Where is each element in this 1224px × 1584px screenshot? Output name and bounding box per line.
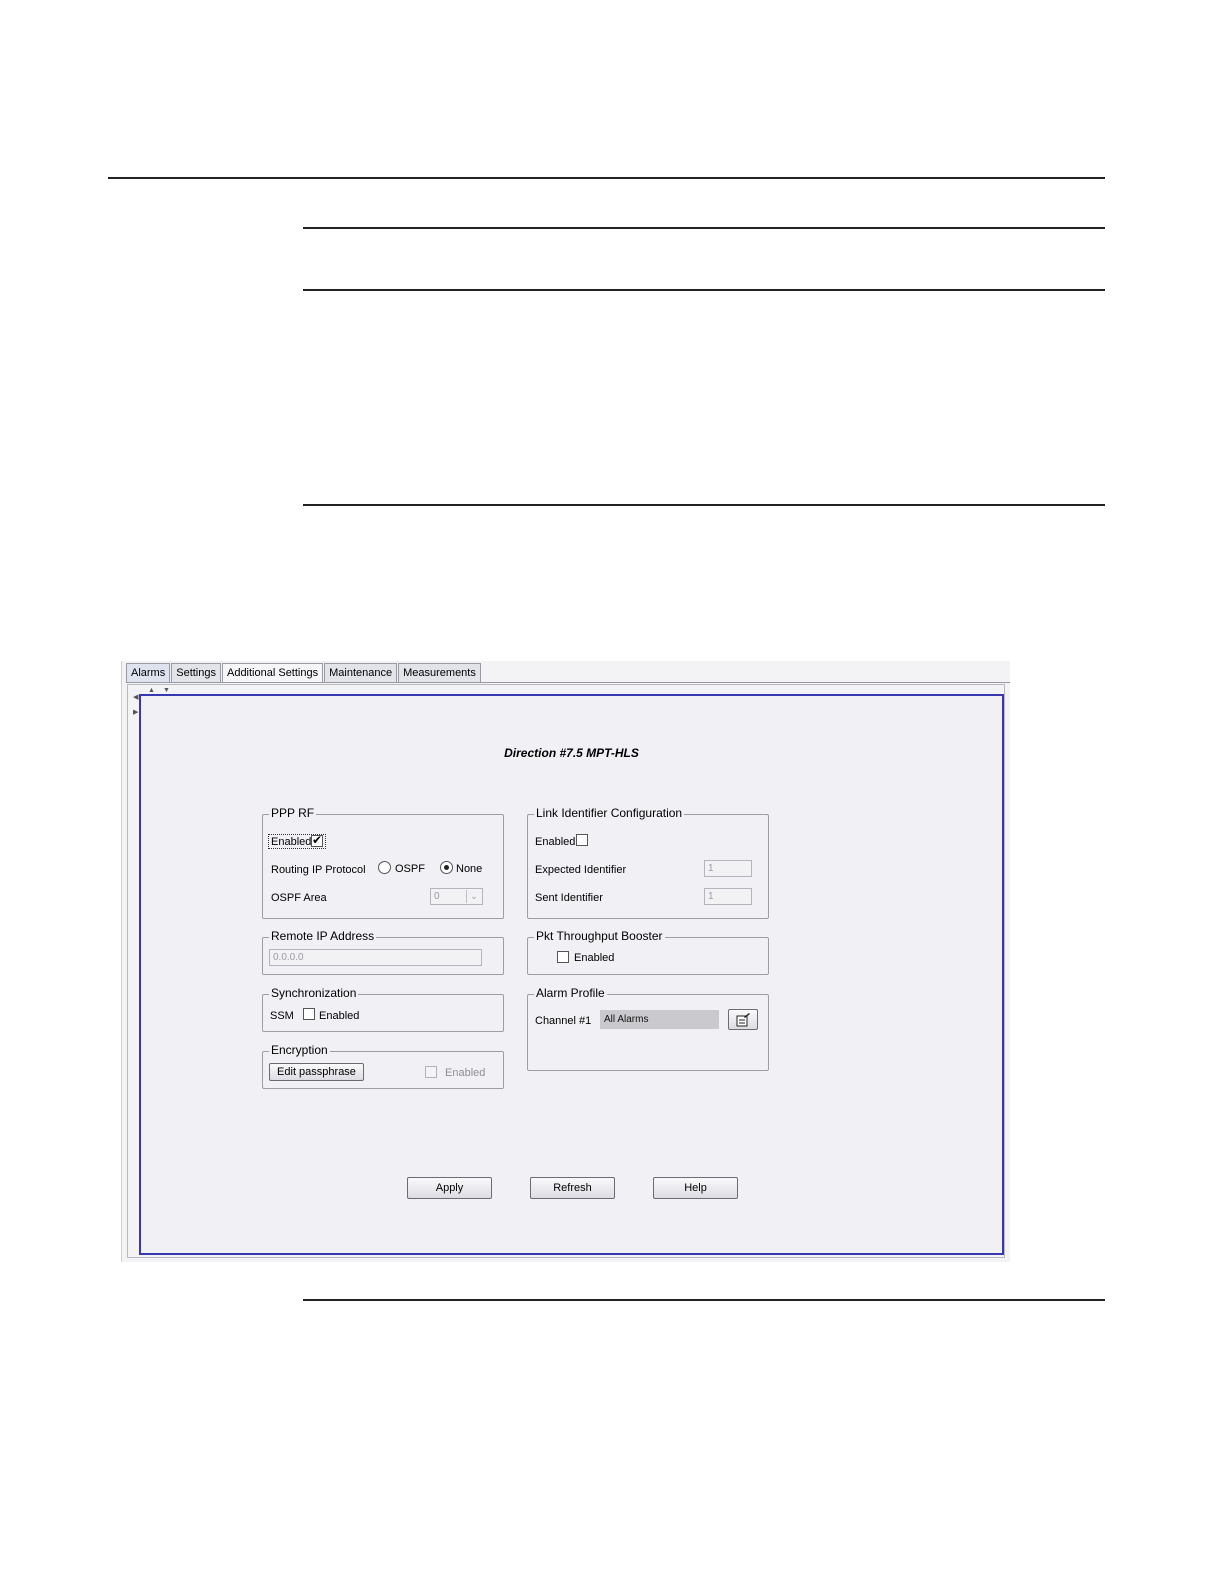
scroll-left-icon[interactable]: ◀ [133,694,139,701]
refresh-button[interactable]: Refresh [530,1177,615,1199]
ppp-rf-legend: PPP RF [271,806,315,820]
ospf-area-select[interactable] [430,888,483,905]
link-identifier-group [527,806,769,919]
link-identifier-enabled-checkbox[interactable] [576,834,588,846]
help-button[interactable]: Help [653,1177,738,1199]
page-rule-top [108,177,1105,179]
ssm-label: SSM [270,1010,294,1022]
tab-settings[interactable]: Settings [171,663,221,682]
synchronization-legend: Synchronization [271,986,357,1000]
page-rule [303,289,1105,291]
ssm-enabled-label: Enabled [319,1010,360,1022]
link-identifier-enabled-label: Enabled [535,836,576,848]
ssm-enabled-checkbox[interactable] [303,1008,315,1020]
tab-bar [126,663,482,683]
chevron-down-icon[interactable]: ⌄ [466,890,481,903]
page-rule [303,504,1105,506]
screenshot-window [121,661,1010,1262]
edit-profile-icon [735,1012,751,1027]
routing-ip-protocol-label: Routing IP Protocol [271,864,366,876]
synchronization-group [262,986,504,1032]
scroll-right-icon[interactable]: ▶ [133,709,139,716]
scroll-up-icon[interactable]: ▲ [148,687,155,694]
page-rule-bottom [303,1299,1105,1301]
remote-ip-legend: Remote IP Address [271,929,375,943]
encryption-legend: Encryption [271,1043,328,1057]
channel-profile-field[interactable]: All Alarms [600,1010,719,1029]
ospf-area-value: 0 [434,891,440,902]
ppp-rf-group [262,806,504,919]
pkt-booster-enabled-label: Enabled [574,952,615,964]
pkt-booster-group [527,929,769,975]
encryption-group [262,1043,504,1089]
alarm-profile-edit-button[interactable] [728,1009,758,1030]
edit-passphrase-button[interactable]: Edit passphrase [269,1063,364,1081]
alarm-profile-legend: Alarm Profile [536,986,605,1000]
encryption-enabled-checkbox[interactable] [425,1066,437,1078]
remote-ip-group [262,929,504,975]
tab-additional-settings[interactable]: Additional Settings [222,663,323,682]
encryption-enabled-label: Enabled [445,1067,486,1079]
none-radio[interactable] [440,861,453,874]
scroll-down-icon[interactable]: ▼ [163,687,170,694]
pkt-booster-legend: Pkt Throughput Booster [536,929,663,943]
radio-selected-dot [444,865,449,870]
apply-button[interactable]: Apply [407,1177,492,1199]
pkt-booster-enabled-checkbox[interactable] [557,951,569,963]
settings-panel [139,694,1004,1255]
tab-alarms[interactable]: Alarms [126,663,170,682]
tab-divider [126,682,1010,683]
tab-maintenance[interactable]: Maintenance [324,663,397,682]
panel-title: Direction #7.5 MPT-HLS [504,746,639,760]
link-identifier-legend: Link Identifier Configuration [536,806,683,820]
ppp-rf-enabled-label: Enabled [271,836,312,848]
expected-identifier-input[interactable]: 1 [704,860,752,877]
page-rule [303,227,1105,229]
none-radio-label: None [456,863,483,875]
ospf-area-label: OSPF Area [271,892,327,904]
ospf-radio[interactable] [378,861,391,874]
checkmark-icon: ✔ [312,833,323,847]
sent-identifier-input[interactable]: 1 [704,888,752,905]
channel-label: Channel #1 [535,1015,592,1027]
alarm-profile-group [527,986,769,1071]
expected-identifier-label: Expected Identifier [535,864,627,876]
tab-measurements[interactable]: Measurements [398,663,481,682]
sent-identifier-label: Sent Identifier [535,892,603,904]
ppp-rf-enabled-checkbox[interactable] [311,835,323,847]
ospf-radio-label: OSPF [395,863,425,875]
remote-ip-input[interactable]: 0.0.0.0 [269,949,482,966]
